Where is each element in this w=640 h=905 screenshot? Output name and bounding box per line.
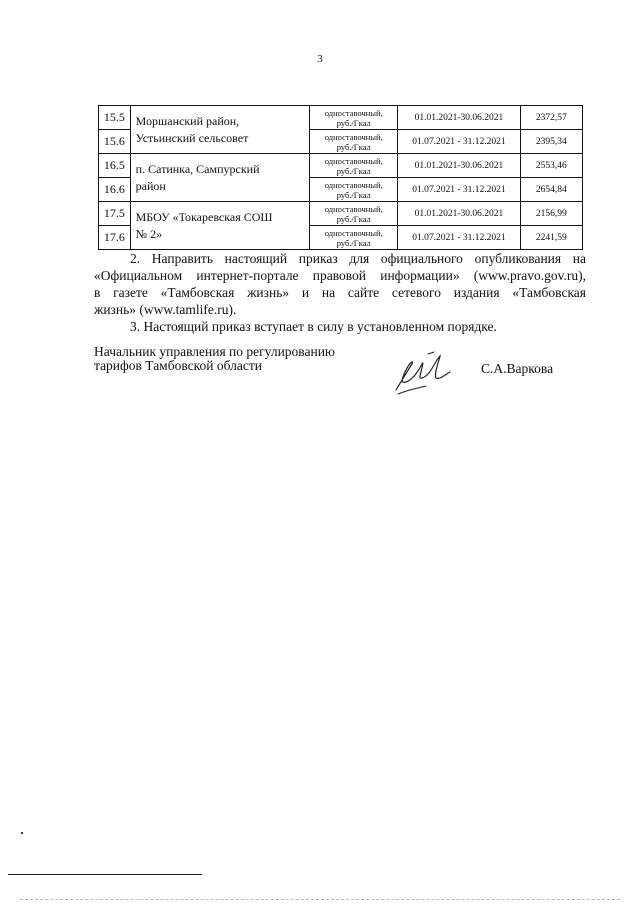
tariff-value: 2654,84 <box>520 178 582 202</box>
tariff-unit-line: руб./Гкал <box>336 237 371 248</box>
consumer-name <box>130 154 310 202</box>
tariff-unit <box>310 130 398 154</box>
footer-rule <box>8 874 202 875</box>
tariff-period: 01.01.2021-30.06.2021 <box>398 154 521 178</box>
tariff-period: 01.01.2021-30.06.2021 <box>398 202 521 226</box>
consumer-name-line: п. Сатинка, Сампурский <box>135 161 260 176</box>
tariff-unit-line: руб./Гкал <box>336 189 371 200</box>
tariff-value: 2156,99 <box>520 202 582 226</box>
page-edge-rule <box>20 899 620 901</box>
row-number: 15.5 <box>99 106 131 130</box>
paragraph-line: в газете «Тамбовская жизнь» и на сайте сетевого издания «Тамбовская <box>94 285 586 300</box>
consumer-name-line: Устьинский сельсовет <box>135 130 249 145</box>
tariff-unit-line: руб./Гкал <box>336 117 371 128</box>
paragraph-line: 2. Направить настоящий приказ для официального опубликования на <box>130 251 586 266</box>
paragraph-line: 3. Настоящий приказ вступает в силу в установленном порядке. <box>130 319 497 334</box>
tariff-value: 2372,57 <box>520 106 582 130</box>
page-number: 3 <box>317 53 323 65</box>
tariff-period: 01.07.2021 - 31.12.2021 <box>398 178 521 202</box>
effective-date-paragraph <box>94 318 586 335</box>
tariff-unit-line: руб./Гкал <box>336 213 371 224</box>
tariff-period: 01.07.2021 - 31.12.2021 <box>398 130 521 154</box>
tariff-unit <box>310 202 398 226</box>
consumer-name-line: район <box>135 178 166 193</box>
tariff-unit-line: одноставочный, <box>324 179 383 190</box>
signer-position-line: Начальник управления по регулированию <box>94 344 336 359</box>
table-row <box>99 202 583 226</box>
consumer-name <box>130 106 310 154</box>
consumer-name <box>130 202 310 250</box>
signer-name: С.А.Варкова <box>481 361 554 376</box>
tariff-unit <box>310 154 398 178</box>
tariff-period: 01.07.2021 - 31.12.2021 <box>398 226 521 250</box>
row-number: 15.6 <box>99 130 131 154</box>
consumer-name-line: № 2» <box>135 226 163 241</box>
tariff-value: 2241,59 <box>520 226 582 250</box>
tariff-unit-line: одноставочный, <box>324 107 383 118</box>
publication-paragraph <box>94 250 586 318</box>
tariff-unit <box>310 178 398 202</box>
consumer-name-line: Моршанский район, <box>135 113 240 128</box>
paragraph-line: «Официальном интернет-портале правовой информации» (www.pravo.gov.ru), <box>94 268 586 283</box>
signer-position <box>94 345 335 373</box>
signer-position-line: тарифов Тамбовской области <box>94 358 262 373</box>
tariff-unit-line: руб./Гкал <box>336 165 371 176</box>
stray-dot <box>21 832 23 834</box>
table-row <box>99 154 583 178</box>
tariff-unit-line: одноставочный, <box>324 227 383 238</box>
tariff-unit-line: одноставочный, <box>324 131 383 142</box>
tariff-unit-line: одноставочный, <box>324 155 383 166</box>
tariff-period: 01.01.2021-30.06.2021 <box>398 106 521 130</box>
row-number: 17.5 <box>99 202 131 226</box>
tariff-unit <box>310 226 398 250</box>
tariff-unit-line: руб./Гкал <box>336 141 371 152</box>
consumer-name-line: МБОУ «Токаревская СОШ <box>135 209 273 224</box>
tariff-value: 2553,46 <box>520 154 582 178</box>
paragraph-line: жизнь» (www.tamlife.ru). <box>94 302 237 317</box>
row-number: 16.5 <box>99 154 131 178</box>
row-number: 16.6 <box>99 178 131 202</box>
tariff-table <box>98 105 583 250</box>
row-number: 17.6 <box>99 226 131 250</box>
tariff-value: 2395,34 <box>520 130 582 154</box>
table-row <box>99 106 583 130</box>
tariff-unit-line: одноставочный, <box>324 203 383 214</box>
tariff-unit <box>310 106 398 130</box>
handwritten-signature <box>388 350 458 398</box>
